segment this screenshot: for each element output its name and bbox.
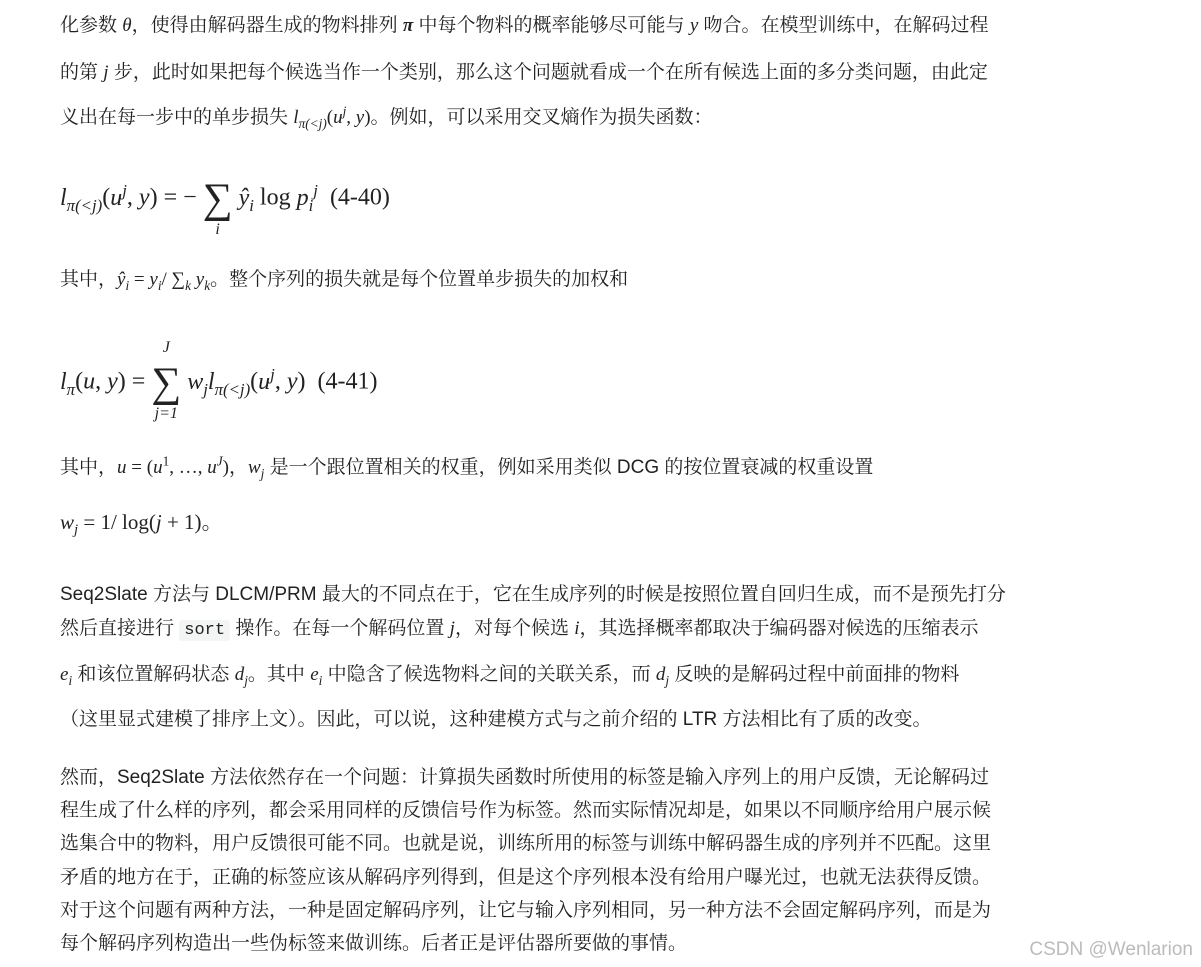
paragraph-5-line-5: 对于这个问题有两种方法，一种是固定解码序列，让它与输入序列相同，另一种方法不会固定解码序列，而是为: [60, 900, 992, 921]
paragraph-4-line-2: 然后直接进行 sort 操作。在每一个解码位置 j，对每个候选 i，其选择概率都取决于编码器对候选的压缩表示: [60, 618, 979, 640]
equation-4-40: $l_{\pi(<j)}(u^j$, y) = − ∑ i $ŷ_i$ $\log p_i^j$ (4-40): [60, 176, 390, 238]
paragraph-2: 其中，$ŷ_i = y_i/$ $\sum_k$ $y_k$。整个序列的损失就是每个位置单步损失的加权和: [60, 269, 629, 293]
paragraph-3-line-2: $w_j = 1/$ log(j + 1)。: [60, 510, 223, 539]
paragraph-5-line-2: 程生成了什么样的序列，都会采用同样的反馈信号作为标签。然而实际情况却是，如果以不同顺序给用户展示候: [60, 800, 992, 821]
paragraph-5-line-4: 矛盾的地方在于，正确的标签应该从解码序列得到，但是这个序列根本没有给用户曝光过，也就无法获得反馈。: [60, 867, 992, 888]
equation-4-41: $l_\pi(u$, y) = ∑ J j=1 $w_jl_{\pi(<j)}(u^j$, y) (4-41): [60, 339, 378, 422]
paragraph-4-line-3: $e_i$ 和该位置解码状态 $d_j$。其中 $e_i$ 中隐含了候选物料之间的关联关系，而 $d_j$ 反映的是解码过程中前面排的物料: [60, 664, 960, 688]
paragraph-5-line-3: 选集合中的物料，用户反馈很可能不同。也就是说，训练所用的标签与训练中解码器生成的序列并不匹配。这里: [60, 833, 992, 854]
paragraph-1-line-3: 义出在每一步中的单步损失 $l_{\pi(<j)}(u^j$, y)。例如，可以采用交叉熵作为损失函数：: [60, 103, 713, 131]
paragraph-4-line-1: Seq2Slate 方法与 DLCM/PRM 最大的不同点在于，它在生成序列的时候是按照位置自回归生成，而不是预先打分: [60, 584, 1006, 605]
paragraph-3-line-1: 其中，$u = (u^1$, …, $u^J$)，$w_j$ 是一个跟位置相关的权重，例如采用类似 DCG 的按位置衰减的权重设置: [60, 453, 874, 481]
paragraph-5-line-6: 每个解码序列构造出一些伪标签来做训练。后者正是评估器所要做的事情。: [60, 933, 688, 954]
paragraph-4-line-4: （这里显式建模了排序上文）。因此，可以说，这种建模方式与之前介绍的 LTR 方法相比有了质的改变。: [60, 709, 932, 730]
paragraph-5-line-1: 然而，Seq2Slate 方法依然存在一个问题：计算损失函数时所使用的标签是输入序列上的用户反馈，无论解码过: [60, 767, 989, 788]
equation-number: (4-40): [329, 184, 390, 211]
paragraph-1-line-2: 的第 j 步，此时如果把每个候选当作一个类别，那么这个问题就看成一个在所有候选上面的多分类问题，由此定: [60, 62, 988, 83]
paragraph-1-line-1: 化参数 θ，使得由解码器生成的物料排列 π 中每个物料的概率能够尽可能与 y 吻合。在模型训练中，在解码过程: [60, 15, 989, 36]
watermark: CSDN @Wenlarion: [1029, 939, 1193, 960]
equation-number: (4-41): [317, 368, 378, 395]
inline-code: sort: [179, 620, 230, 641]
